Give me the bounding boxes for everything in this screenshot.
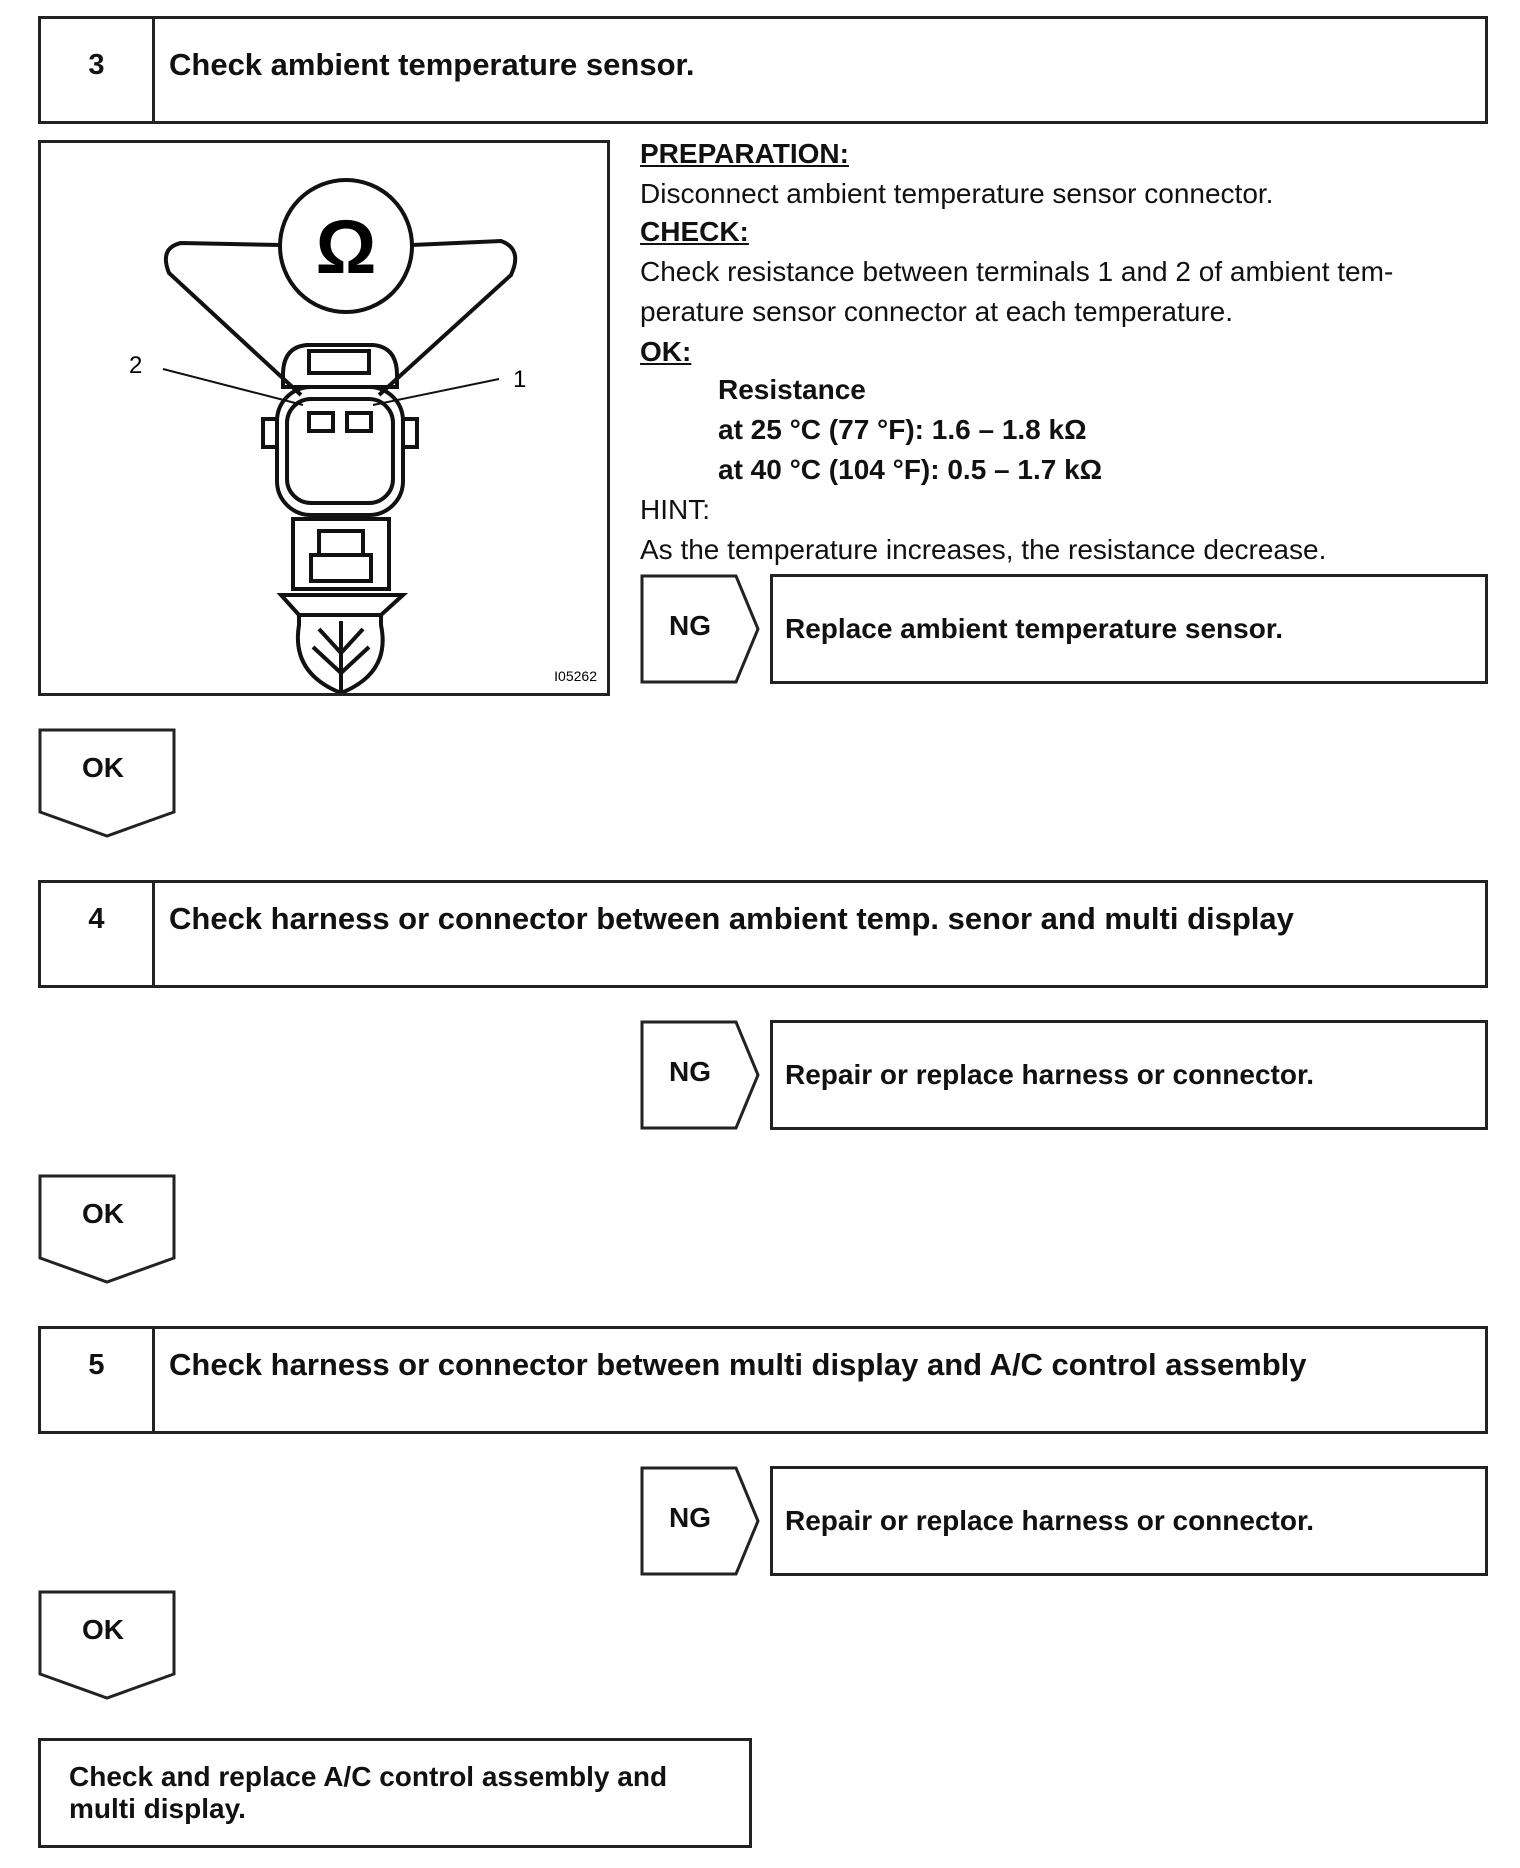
step-number: 4 [41,883,155,985]
step-number: 3 [41,19,155,121]
step-title: Check ambient temperature sensor. [169,47,695,82]
step-4-header [38,880,1488,988]
ng-action-box [770,1020,1488,1130]
ok-label: OK [82,1198,124,1229]
ng-action-box [770,1466,1488,1576]
connector-figure [38,140,610,696]
spec-line-2: at 40 °C (104 °F): 0.5 – 1.7 kΩ [718,454,1103,485]
probe-lead-left [166,243,301,395]
ng-label: NG [669,1056,711,1087]
check-label: CHECK: [640,216,749,247]
step-3-header [38,16,1488,124]
final-action-line-2: multi display. [69,1793,246,1824]
hint-text: As the temperature increases, the resistance decrease. [640,534,1327,565]
step-title: Check harness or connector between multi display and A/C control assembly [169,1347,1307,1382]
preparation-label: PREPARATION: [640,138,849,169]
ng-action-text: Repair or replace harness or connector. [785,1059,1315,1090]
spec-line-1: at 25 °C (77 °F): 1.6 – 1.8 kΩ [718,414,1087,445]
ok-arrow [38,1174,178,1286]
check-text-line-2: perature sensor connector at each temperature. [640,296,1234,327]
step-title: Check harness or connector between ambient temp. senor and multi display [169,901,1294,936]
ng-arrow [640,1020,762,1130]
connector-icon [263,345,417,693]
sensor-connector-diagram [41,143,607,693]
step-5-header [38,1326,1488,1434]
ng-arrow [640,574,762,684]
pin-1-label: 1 [513,366,527,393]
ok-label: OK [82,1614,124,1645]
check-text-line-1: Check resistance between terminals 1 and 2 of ambient tem- [640,256,1394,287]
probe-lead-right [379,241,515,395]
ng-label: NG [669,610,711,641]
ok-criteria-label: OK: [640,336,692,367]
ng-action-text: Repair or replace harness or connector. [785,1505,1315,1536]
ok-label: OK [82,752,124,783]
final-action-box [38,1738,752,1848]
spec-title: Resistance [718,374,866,405]
preparation-text: Disconnect ambient temperature sensor connector. [640,178,1274,209]
step-number: 5 [41,1329,155,1431]
ok-arrow [38,1590,178,1702]
final-action-line-1: Check and replace A/C control assembly and [69,1761,668,1792]
figure-id: I05262 [554,668,597,684]
ok-arrow [38,728,178,840]
hint-label: HINT: [640,494,710,525]
pin-2-label: 2 [129,352,143,379]
ng-action-text: Replace ambient temperature sensor. [785,613,1283,644]
ohm-symbol: Ω [315,205,377,290]
ng-arrow [640,1466,762,1576]
ng-action-box [770,574,1488,684]
ng-label: NG [669,1502,711,1533]
